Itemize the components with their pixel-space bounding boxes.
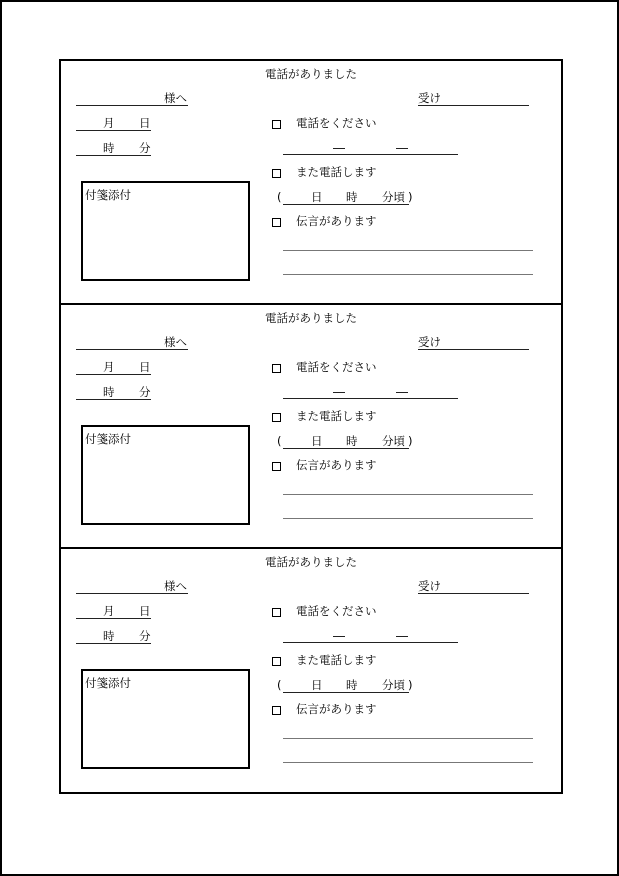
callback-day: 日	[311, 678, 323, 692]
taken-by-label: 受け	[418, 91, 441, 105]
callback-hour: 時	[346, 678, 358, 692]
hour-label: 時	[103, 385, 115, 399]
option-message: 伝言があります	[296, 702, 377, 716]
checkbox-will-call-again[interactable]	[272, 413, 281, 422]
paren-close: )	[408, 190, 413, 204]
phone-memo-3	[59, 547, 563, 794]
recipient-name-line[interactable]	[76, 105, 188, 106]
callback-minute-approx: 分頃	[382, 190, 405, 204]
taken-by-label: 受け	[418, 335, 441, 349]
recipient-suffix: 様へ	[164, 579, 187, 593]
recipient-name-line[interactable]	[76, 349, 188, 350]
hour-label: 時	[103, 141, 115, 155]
sticky-note-box	[81, 425, 250, 525]
memo-title: 電話がありました	[265, 67, 357, 81]
time-line[interactable]	[76, 155, 151, 156]
paren-close: )	[408, 434, 413, 448]
checkbox-will-call-again[interactable]	[272, 657, 281, 666]
option-please-call: 電話をください	[296, 116, 377, 130]
checkbox-will-call-again[interactable]	[272, 169, 281, 178]
checkbox-message[interactable]	[272, 462, 281, 471]
date-line[interactable]	[76, 618, 151, 619]
time-line[interactable]	[76, 399, 151, 400]
month-label: 月	[103, 116, 115, 130]
sticky-note-box	[81, 669, 250, 769]
callback-time-line[interactable]	[283, 692, 409, 693]
month-label: 月	[103, 604, 115, 618]
paren-open: (	[277, 190, 282, 204]
callback-minute-approx: 分頃	[382, 678, 405, 692]
checkbox-please-call[interactable]	[272, 608, 281, 617]
message-line-2[interactable]	[283, 518, 533, 519]
phone-dash-1	[333, 636, 345, 637]
callback-hour: 時	[346, 190, 358, 204]
message-line-2[interactable]	[283, 762, 533, 763]
option-message: 伝言があります	[296, 458, 377, 472]
taken-by-label: 受け	[418, 579, 441, 593]
phone-number-line[interactable]	[283, 154, 458, 155]
phone-dash-2	[396, 636, 408, 637]
minute-label: 分	[139, 629, 151, 643]
date-line[interactable]	[76, 374, 151, 375]
time-line[interactable]	[76, 643, 151, 644]
option-will-call-again: また電話します	[296, 653, 377, 667]
phone-dash-1	[333, 148, 345, 149]
minute-label: 分	[139, 385, 151, 399]
message-line-1[interactable]	[283, 738, 533, 739]
taken-by-line[interactable]	[418, 105, 529, 106]
checkbox-please-call[interactable]	[272, 364, 281, 373]
callback-day: 日	[311, 190, 323, 204]
checkbox-message[interactable]	[272, 706, 281, 715]
recipient-name-line[interactable]	[76, 593, 188, 594]
option-will-call-again: また電話します	[296, 409, 377, 423]
sticky-note-label: 付箋添付	[85, 676, 131, 690]
callback-day: 日	[311, 434, 323, 448]
day-label: 日	[139, 116, 151, 130]
callback-hour: 時	[346, 434, 358, 448]
callback-minute-approx: 分頃	[382, 434, 405, 448]
sticky-note-box	[81, 181, 250, 281]
phone-memo-2	[59, 303, 563, 550]
phone-dash-1	[333, 392, 345, 393]
paren-close: )	[408, 678, 413, 692]
month-label: 月	[103, 360, 115, 374]
message-line-2[interactable]	[283, 274, 533, 275]
phone-number-line[interactable]	[283, 398, 458, 399]
memo-title: 電話がありました	[265, 555, 357, 569]
recipient-suffix: 様へ	[164, 335, 187, 349]
sticky-note-label: 付箋添付	[85, 188, 131, 202]
minute-label: 分	[139, 141, 151, 155]
callback-time-line[interactable]	[283, 204, 409, 205]
message-line-1[interactable]	[283, 494, 533, 495]
phone-memo-1	[59, 59, 563, 306]
checkbox-message[interactable]	[272, 218, 281, 227]
checkbox-please-call[interactable]	[272, 120, 281, 129]
recipient-suffix: 様へ	[164, 91, 187, 105]
option-will-call-again: また電話します	[296, 165, 377, 179]
option-please-call: 電話をください	[296, 604, 377, 618]
message-line-1[interactable]	[283, 250, 533, 251]
taken-by-line[interactable]	[418, 593, 529, 594]
sticky-note-label: 付箋添付	[85, 432, 131, 446]
paren-open: (	[277, 678, 282, 692]
option-message: 伝言があります	[296, 214, 377, 228]
phone-number-line[interactable]	[283, 642, 458, 643]
callback-time-line[interactable]	[283, 448, 409, 449]
option-please-call: 電話をください	[296, 360, 377, 374]
phone-dash-2	[396, 148, 408, 149]
day-label: 日	[139, 604, 151, 618]
memo-title: 電話がありました	[265, 311, 357, 325]
date-line[interactable]	[76, 130, 151, 131]
taken-by-line[interactable]	[418, 349, 529, 350]
phone-dash-2	[396, 392, 408, 393]
hour-label: 時	[103, 629, 115, 643]
day-label: 日	[139, 360, 151, 374]
paren-open: (	[277, 434, 282, 448]
